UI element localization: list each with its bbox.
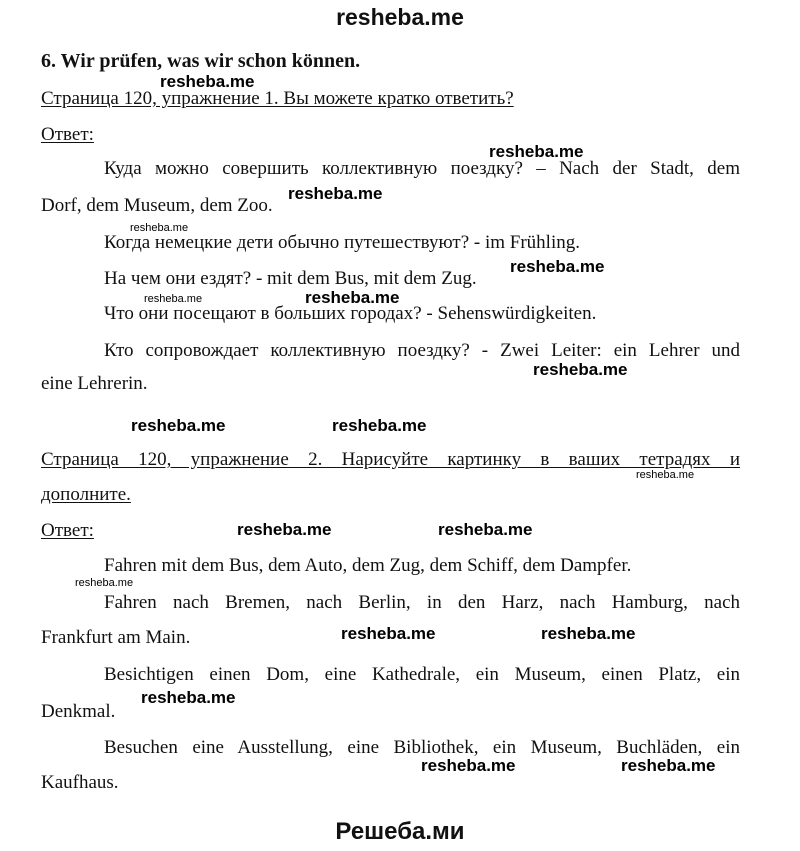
site-header-title: resheba.me — [336, 4, 464, 30]
exercise2-answer-line: Fahren nach Bremen, nach Berlin, in den Harz, nach Hamburg, nach — [104, 592, 740, 613]
watermark: resheba.me — [237, 520, 332, 539]
exercise2-answer-line: Denkmal. — [41, 701, 116, 722]
exercise1-answer-line: Dorf, dem Museum, dem Zoo. — [41, 195, 273, 216]
watermark: resheba.me — [141, 688, 236, 707]
exercise1-answer-line: На чем они ездят? - mit dem Bus, mit dem Zug. — [104, 268, 477, 289]
watermark: resheba.me — [510, 257, 605, 276]
watermark: resheba.me — [438, 520, 533, 539]
watermark: resheba.me — [144, 293, 203, 305]
exercise2-answer-line: Frankfurt am Main. — [41, 627, 191, 648]
watermark: resheba.me — [621, 756, 716, 775]
exercise1-answer-line: Что они посещают в больших городах? - Sehenswürdigkeiten. — [104, 303, 597, 324]
exercise2-title-continued: дополните. — [41, 484, 131, 505]
exercise1-answer-line: Куда можно совершить коллективную поездку? – Nach der Stadt, dem — [104, 158, 740, 179]
watermark: resheba.me — [131, 416, 226, 435]
exercise2-answer-line: Kaufhaus. — [41, 772, 119, 793]
exercise1-title: Страница 120, упражнение 1. Вы можете кратко ответить? — [41, 88, 514, 109]
exercise1-answer-label: Ответ: — [41, 124, 94, 145]
exercise2-answer-label: Ответ: — [41, 520, 94, 541]
exercise2-answer-line: Besuchen eine Ausstellung, eine Bibliothek, ein Museum, Buchläden, ein — [104, 737, 740, 758]
exercise2-title: Страница 120, упражнение 2. Нарисуйте картинку в ваших тетрадях и — [41, 449, 740, 470]
watermark: resheba.me — [305, 288, 400, 307]
watermark: resheba.me — [130, 222, 189, 234]
exercise2-answer-line: Fahren mit dem Bus, dem Auto, dem Zug, dem Schiff, dem Dampfer. — [104, 555, 632, 576]
watermark: resheba.me — [332, 416, 427, 435]
watermark: resheba.me — [288, 184, 383, 203]
section-title: 6. Wir prüfen, was wir schon können. — [41, 50, 361, 72]
exercise1-answer-line: eine Lehrerin. — [41, 373, 148, 394]
watermark: resheba.me — [75, 577, 134, 589]
watermark: resheba.me — [636, 469, 695, 481]
watermark: resheba.me — [160, 72, 255, 91]
exercise1-answer-line: Кто сопровождает коллективную поездку? - Zwei Leiter: ein Lehrer und — [104, 340, 740, 361]
watermark: resheba.me — [533, 360, 628, 379]
watermark: resheba.me — [489, 142, 584, 161]
site-footer-title: Решеба.ми — [335, 818, 465, 845]
exercise2-answer-line: Besichtigen einen Dom, eine Kathedrale, ein Museum, einen Platz, ein — [104, 664, 740, 685]
watermark: resheba.me — [541, 624, 636, 643]
watermark: resheba.me — [341, 624, 436, 643]
exercise1-answer-line: Когда немецкие дети обычно путешествуют? - im Frühling. — [104, 232, 580, 253]
watermark: resheba.me — [421, 756, 516, 775]
